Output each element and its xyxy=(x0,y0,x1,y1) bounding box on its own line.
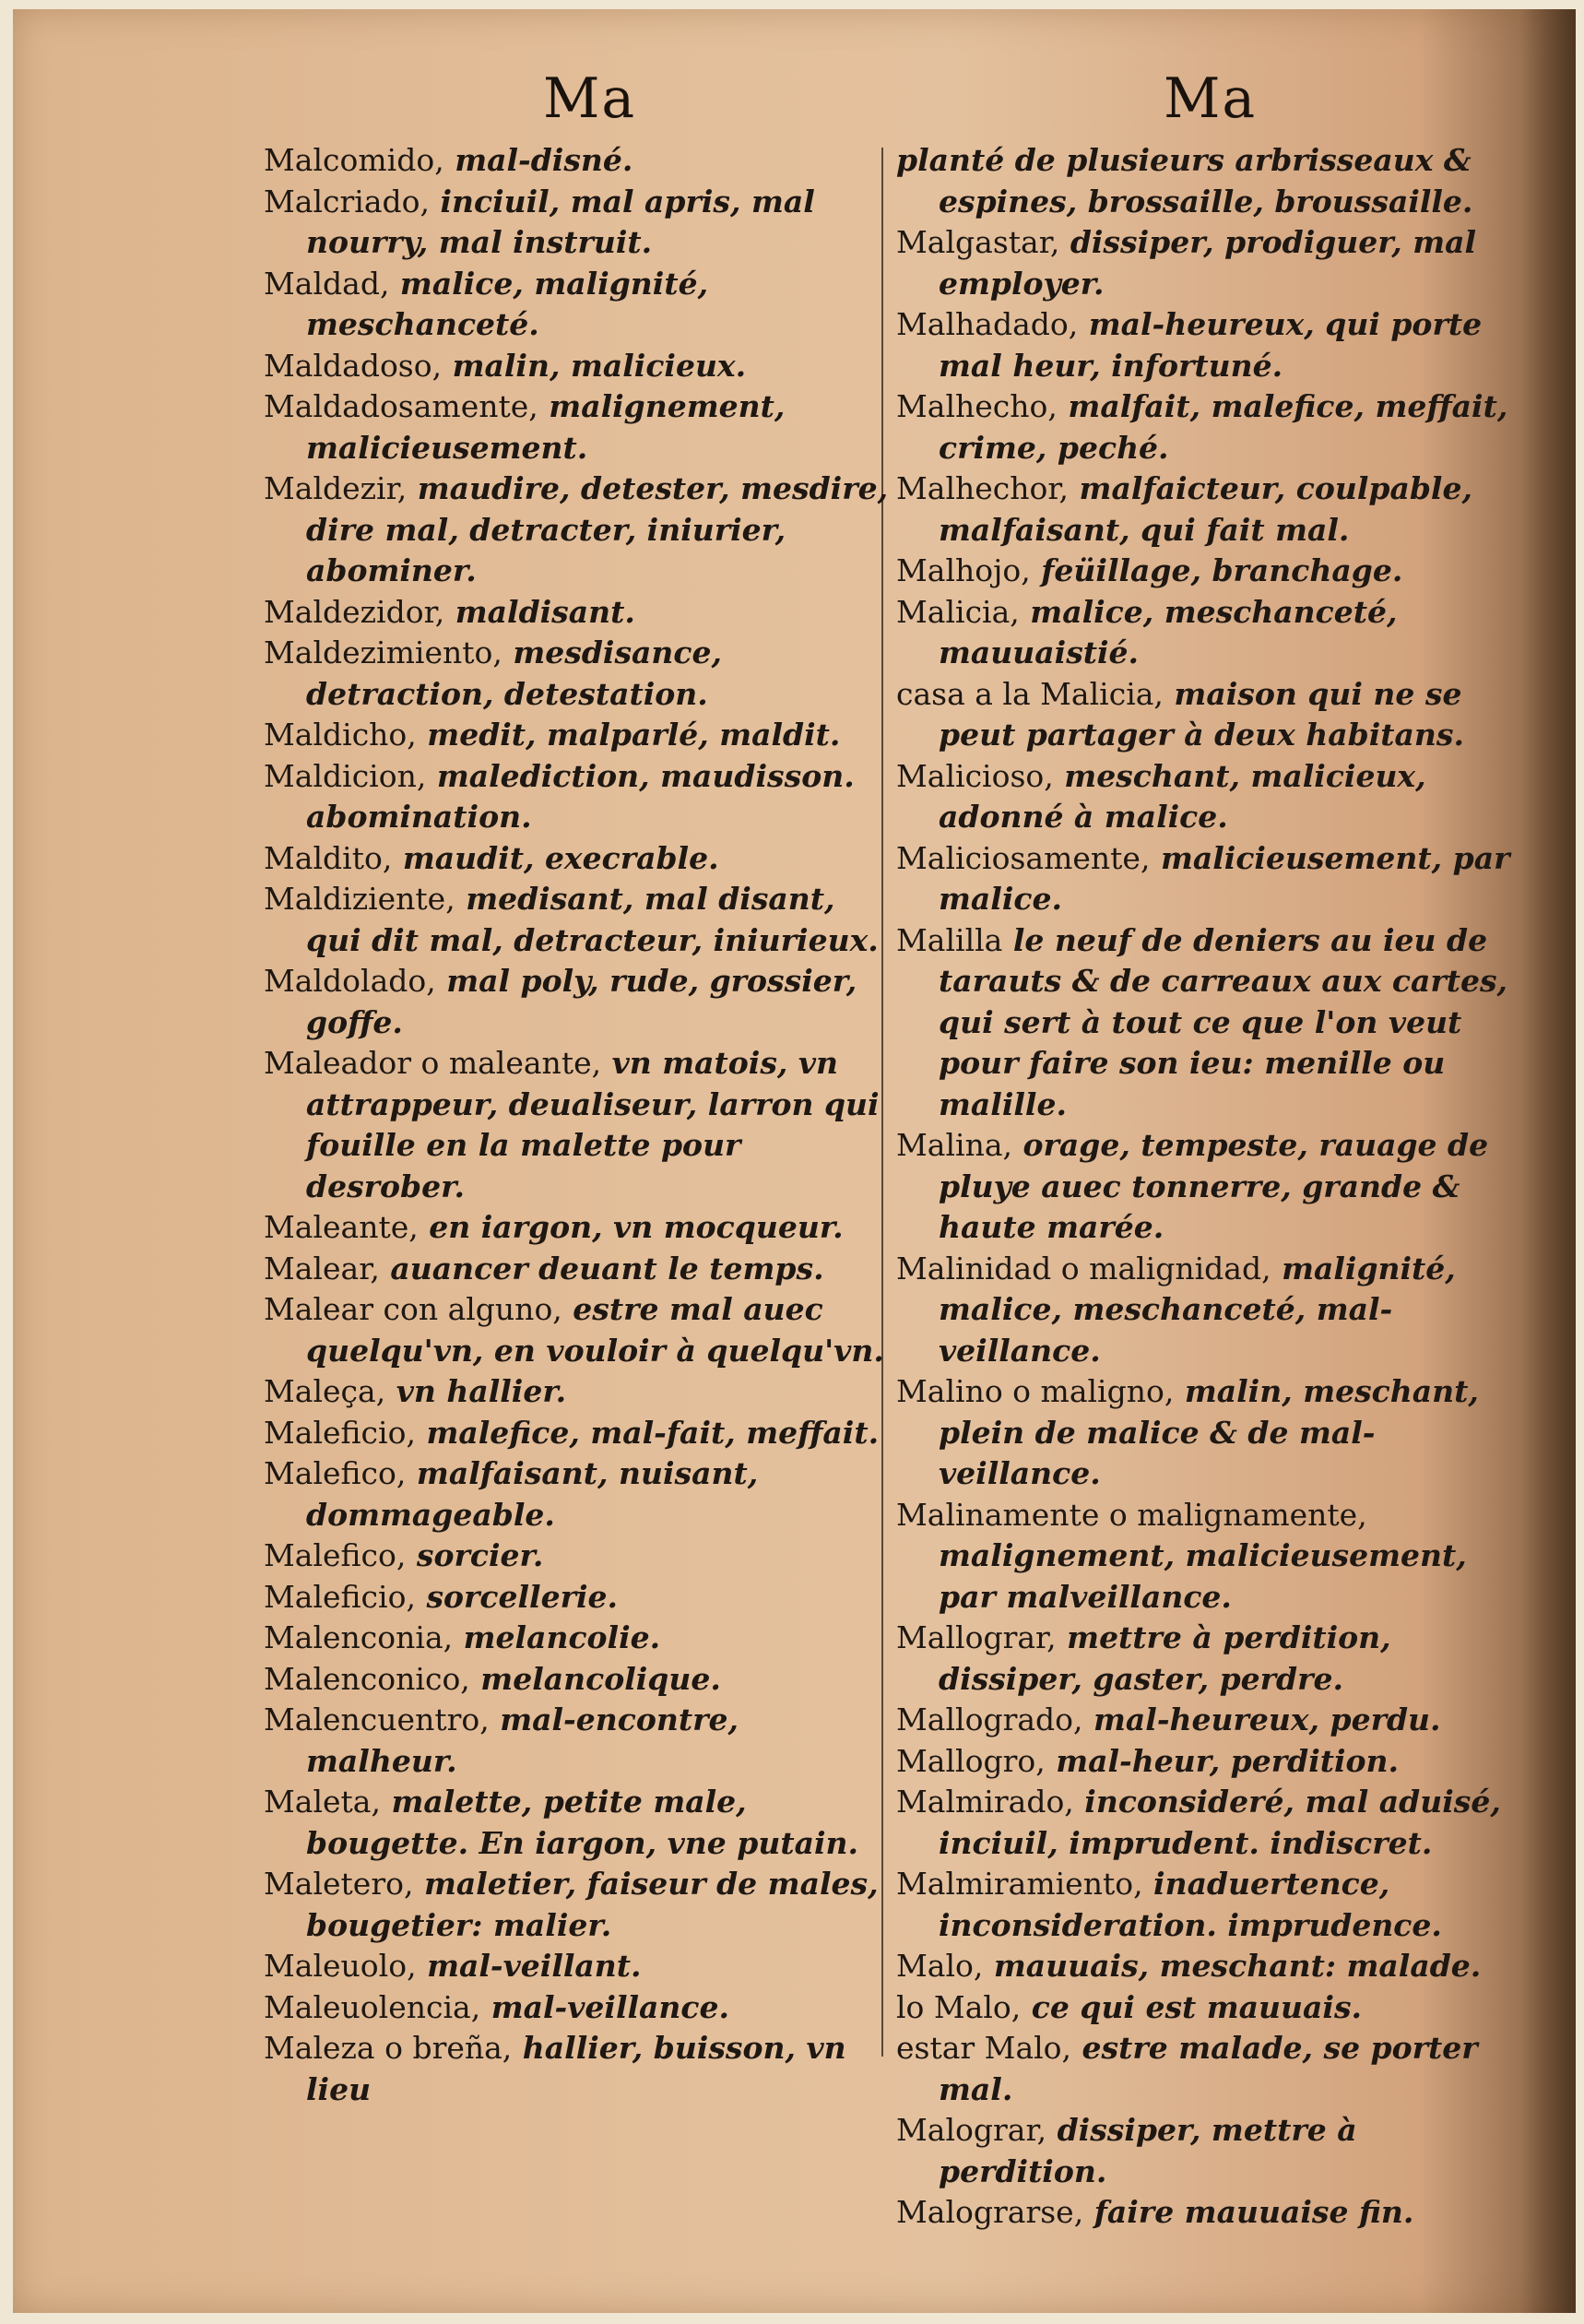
dictionary-entry xyxy=(264,1453,891,1536)
entry-headword: Maldolado, xyxy=(264,963,436,999)
entry-definition: feüillage, branchage. xyxy=(1030,552,1403,588)
dictionary-entry xyxy=(264,756,891,838)
entry-definition: sorcellerie. xyxy=(415,1578,618,1615)
entry-definition: faire mauuaise fin. xyxy=(1083,2194,1414,2230)
entry-definition: ce qui est mauuais. xyxy=(1021,1988,1363,2025)
entry-definition: orage, tempeste, rauage de pluye auec tonnerre, grande & haute marée. xyxy=(939,1127,1489,1245)
entry-headword: Maleza o breña, xyxy=(264,2030,513,2066)
entry-headword: Mallograr, xyxy=(896,1619,1057,1655)
entry-headword: Malenconia, xyxy=(264,1619,454,1655)
entry-definition: malfait, malefice, meffait, crime, peché. xyxy=(939,388,1508,466)
entry-definition: mal-veillance. xyxy=(480,1988,729,2025)
running-head-right: Ma xyxy=(1164,66,1258,131)
entry-headword: Malilla xyxy=(896,921,1003,958)
entry-headword: Maleante, xyxy=(264,1209,419,1245)
entry-definition: inconsideré, mal aduisé, inciuil, imprudent. indiscret. xyxy=(939,1784,1501,1861)
dictionary-entry xyxy=(896,1495,1523,1618)
entry-definition: meschant, malicieux, adonné à malice. xyxy=(939,757,1426,835)
entry-headword: casa a la Malicia, xyxy=(896,675,1164,712)
dictionary-entry xyxy=(896,1741,1523,1783)
dictionary-entry xyxy=(896,2192,1523,2234)
entry-definition: maison qui ne se peut partager à deux habitans. xyxy=(939,675,1464,753)
entry-definition: maletier, faiseur de males, bougetier: malier. xyxy=(306,1866,879,1943)
entry-headword: Maleuolo, xyxy=(264,1948,417,1984)
entry-headword: Malhadado, xyxy=(896,306,1079,342)
dictionary-entry xyxy=(264,1946,891,1987)
entry-definition: malin, meschant, plein de malice & de mal-veillance. xyxy=(939,1373,1479,1491)
dictionary-entry xyxy=(264,386,891,468)
entry-definition: malfaisant, nuisant, dommageable. xyxy=(306,1455,759,1533)
dictionary-entry xyxy=(896,2028,1523,2110)
entry-definition: mauuais, meschant: malade. xyxy=(983,1948,1482,1984)
binding-shadow xyxy=(1520,9,1576,2313)
entry-definition: melancolie. xyxy=(453,1619,661,1655)
dictionary-entry xyxy=(896,1864,1523,1946)
entry-definition: maudit, execrable. xyxy=(392,839,719,876)
dictionary-entry xyxy=(264,346,891,387)
entry-headword: Maldicion, xyxy=(264,757,427,794)
dictionary-entry xyxy=(264,264,891,346)
dictionary-entry xyxy=(264,1207,891,1249)
entry-headword: Malgastar, xyxy=(896,224,1060,260)
dictionary-entry xyxy=(264,140,891,182)
entry-definition: estre mal auec quelqu'vn, en vouloir à quelqu'vn. xyxy=(306,1291,884,1369)
scanned-page xyxy=(13,9,1576,2313)
dictionary-entry xyxy=(264,1577,891,1618)
entry-headword: Maliciosamente, xyxy=(896,839,1151,876)
dictionary-entry xyxy=(264,1371,891,1413)
entry-definition: en iargon, vn mocqueur. xyxy=(418,1209,844,1245)
entry-headword: Malmirado, xyxy=(896,1784,1074,1820)
entry-definition: malignité, malice, meschanceté, mal-veillance. xyxy=(939,1250,1456,1369)
entry-headword: Malefico, xyxy=(264,1537,407,1573)
entry-definition: malette, petite male, bougette. En iargon, vne putain. xyxy=(306,1784,858,1861)
entry-headword: Malino o maligno, xyxy=(896,1373,1175,1409)
dictionary-entry xyxy=(264,633,891,715)
entry-headword: Mallogrado, xyxy=(896,1702,1083,1737)
entry-headword: Malicioso, xyxy=(896,757,1054,794)
dictionary-entry xyxy=(896,592,1523,674)
entry-headword: estar Malo, xyxy=(896,2030,1072,2066)
entry-definition: maldisant. xyxy=(444,593,635,630)
entry-headword: Malhojo, xyxy=(896,552,1031,588)
entry-headword: Malhechor, xyxy=(896,470,1070,506)
entry-headword: Malinamente o malignamente, xyxy=(896,1496,1367,1533)
entry-definition: auancer deuant le temps. xyxy=(379,1250,824,1286)
entry-headword: Maldezir, xyxy=(264,470,408,506)
entry-definition: mal-disné. xyxy=(443,142,633,178)
entry-headword: Mallogro, xyxy=(896,1742,1046,1779)
entry-definition: mal-heureux, qui porte mal heur, infortuné. xyxy=(939,306,1483,384)
entry-definition: vn matois, vn attrappeur, deualiseur, larron qui fouille en la malette pour desrober. xyxy=(306,1045,880,1204)
entry-definition: malefice, mal-fait, meffait. xyxy=(415,1414,880,1451)
entry-headword: Malcriado, xyxy=(264,183,430,219)
entry-definition: estre malade, se porter mal. xyxy=(939,2030,1478,2107)
dictionary-entry xyxy=(896,468,1523,551)
entry-definition: mal-veillant. xyxy=(416,1948,642,1984)
entry-headword: Malograrse, xyxy=(896,2194,1084,2230)
entry-definition: planté de plusieurs arbrisseaux & espines, brossaille, broussaille. xyxy=(896,142,1473,219)
entry-headword: Maleta, xyxy=(264,1784,381,1820)
entry-headword: Maldezidor, xyxy=(264,593,445,630)
entry-headword: Malenconico, xyxy=(264,1660,470,1697)
entry-definition: vn hallier. xyxy=(385,1373,567,1409)
dictionary-entry xyxy=(896,1125,1523,1249)
dictionary-entry xyxy=(896,1249,1523,1372)
entry-headword: Malencuentro, xyxy=(264,1702,490,1737)
entry-definition: malicieusement, par malice. xyxy=(939,839,1510,917)
entry-definition: malfaicteur, coulpable, malfaisant, qui fait mal. xyxy=(939,470,1472,548)
dictionary-entry xyxy=(264,2028,891,2110)
entry-headword: Maldad, xyxy=(264,265,390,302)
dictionary-entry xyxy=(896,2110,1523,2192)
dictionary-entry xyxy=(896,674,1523,756)
entry-headword: Maldicho, xyxy=(264,717,417,753)
dictionary-entry xyxy=(264,961,891,1043)
left-column xyxy=(264,140,891,2110)
dictionary-entry xyxy=(896,1782,1523,1864)
entry-definition: inciuil, mal apris, mal nourry, mal instruit. xyxy=(306,183,815,260)
dictionary-entry xyxy=(264,1987,891,2029)
entry-headword: Malina, xyxy=(896,1127,1012,1163)
entry-headword: Malear, xyxy=(264,1250,380,1286)
dictionary-entry xyxy=(264,1536,891,1577)
dictionary-entry xyxy=(896,1987,1523,2029)
entry-definition: medisant, mal disant, qui dit mal, detracteur, iniurieux. xyxy=(306,881,879,958)
entry-definition: sorcier. xyxy=(406,1537,544,1573)
entry-headword: Maleuolencia, xyxy=(264,1988,481,2025)
dictionary-entry xyxy=(896,838,1523,920)
entry-headword: Malefico, xyxy=(264,1455,407,1491)
entry-definition: mettre à perdition, dissiper, gaster, perdre. xyxy=(939,1619,1391,1697)
dictionary-entry xyxy=(264,1864,891,1946)
entry-headword: lo Malo, xyxy=(896,1988,1022,2025)
entry-definition: malediction, maudisson. abomination. xyxy=(306,757,855,835)
entry-definition: maudire, detester, mesdire, dire mal, detracter, iniurier, abominer. xyxy=(306,470,889,588)
entry-headword: Maleficio, xyxy=(264,1414,416,1451)
entry-definition: mesdisance, detraction, detestation. xyxy=(306,634,722,712)
entry-headword: Malmiramiento, xyxy=(896,1866,1143,1902)
entry-definition: malice, malignité, meschanceté. xyxy=(306,265,709,342)
dictionary-entry xyxy=(896,222,1523,304)
entry-definition: malice, meschanceté, mauuaistié. xyxy=(939,593,1398,670)
entry-headword: Malhecho, xyxy=(896,388,1058,424)
dictionary-entry xyxy=(896,386,1523,468)
right-column xyxy=(896,140,1523,2234)
entry-headword: Maldito, xyxy=(264,839,393,876)
dictionary-entry xyxy=(896,140,1523,222)
entry-headword: Maldiziente, xyxy=(264,881,455,917)
dictionary-entry xyxy=(896,756,1523,838)
dictionary-entry xyxy=(264,1700,891,1782)
entry-headword: Maleficio, xyxy=(264,1578,416,1615)
entry-headword: Maldadosamente, xyxy=(264,388,538,424)
dictionary-entry xyxy=(896,1700,1523,1741)
entry-definition: mal-heur, perdition. xyxy=(1045,1742,1400,1779)
entry-headword: Maldezimiento, xyxy=(264,634,502,670)
entry-definition: melancolique. xyxy=(469,1660,721,1697)
dictionary-entry xyxy=(896,1618,1523,1700)
entry-definition: malignement, malicieusement, par malveillance. xyxy=(939,1537,1467,1615)
entry-definition: malignement, malicieusement. xyxy=(306,388,786,466)
dictionary-entry xyxy=(896,1946,1523,1987)
entry-definition: medit, malparlé, maldit. xyxy=(416,717,841,753)
dictionary-entry xyxy=(264,468,891,592)
dictionary-entry xyxy=(264,1043,891,1207)
dictionary-entry xyxy=(264,182,891,264)
entry-definition: inaduertence, inconsideration. imprudence. xyxy=(939,1866,1442,1943)
entry-headword: Malear con alguno, xyxy=(264,1291,562,1327)
entry-definition: mal-heureux, perdu. xyxy=(1082,1702,1441,1737)
dictionary-entry xyxy=(896,304,1523,386)
dictionary-entry xyxy=(264,715,891,756)
entry-headword: Malcomido, xyxy=(264,142,444,178)
entry-headword: Maleador o maleante, xyxy=(264,1045,602,1081)
dictionary-entry xyxy=(896,1371,1523,1495)
dictionary-entry xyxy=(264,1782,891,1864)
entry-definition: malin, malicieux. xyxy=(442,347,747,384)
entry-definition: mal-encontre, malheur. xyxy=(306,1702,739,1779)
dictionary-entry xyxy=(264,1289,891,1371)
running-head-left: Ma xyxy=(543,66,637,131)
dictionary-entry xyxy=(264,1618,891,1659)
dictionary-entry xyxy=(264,838,891,880)
dictionary-entry xyxy=(264,879,891,961)
entry-headword: Malinidad o malignidad, xyxy=(896,1250,1271,1286)
entry-headword: Malograr, xyxy=(896,2112,1047,2148)
dictionary-entry xyxy=(264,1413,891,1454)
entry-definition: le neuf de deniers au ieu de tarauts & de carreaux aux cartes, qui sert à tout ce que l'on veut pour faire son ieu: menille ou malille. xyxy=(939,921,1508,1122)
dictionary-entry xyxy=(896,920,1523,1126)
dictionary-entry xyxy=(264,1659,891,1701)
dictionary-entry xyxy=(264,1249,891,1290)
entry-headword: Maletero, xyxy=(264,1866,414,1902)
entry-definition: mal poly, rude, grossier, goffe. xyxy=(306,963,857,1040)
dictionary-entry xyxy=(896,551,1523,592)
dictionary-entry xyxy=(264,592,891,634)
entry-headword: Malicia, xyxy=(896,593,1020,630)
entry-headword: Maldadoso, xyxy=(264,347,443,384)
entry-definition: hallier, buisson, vn lieu xyxy=(306,2030,846,2107)
entry-headword: Malo, xyxy=(896,1948,984,1984)
entry-headword: Maleça, xyxy=(264,1373,386,1409)
entry-definition: dissiper, prodiguer, mal employer. xyxy=(939,224,1477,302)
entry-definition: dissiper, mettre à perdition. xyxy=(939,2112,1357,2189)
